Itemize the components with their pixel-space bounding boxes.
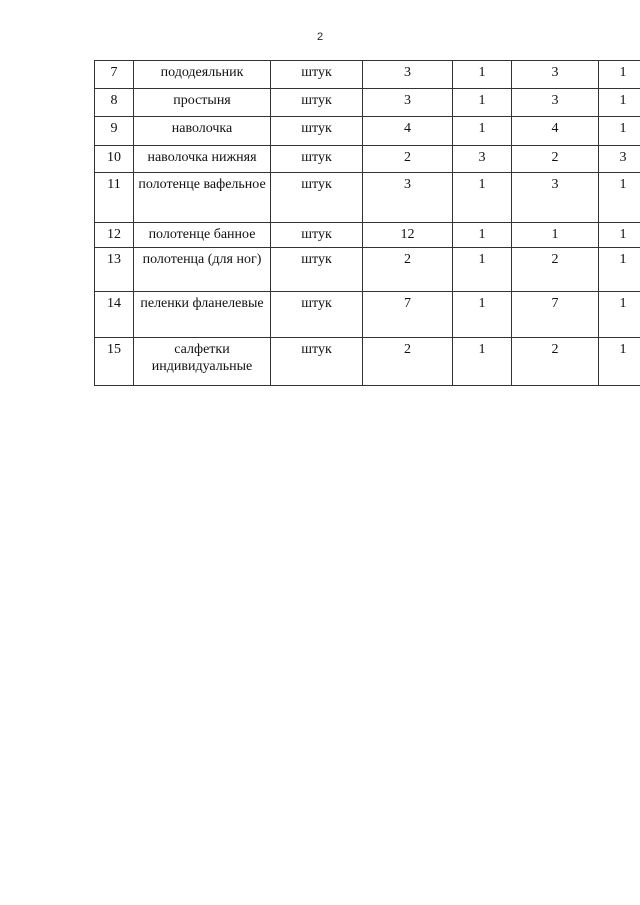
quantity-cell: 1 <box>453 248 512 292</box>
quantity-cell: 1 <box>512 223 599 248</box>
item-name: салфетки индивидуальные <box>134 338 271 386</box>
quantity-cell: 1 <box>599 338 640 386</box>
quantity-cell: 1 <box>453 338 512 386</box>
row-number: 14 <box>95 292 134 338</box>
item-unit: штук <box>271 292 363 338</box>
quantity-cell: 2 <box>363 146 453 173</box>
quantity-cell: 2 <box>363 248 453 292</box>
table-row <box>95 117 640 146</box>
quantity-cell: 1 <box>599 61 640 89</box>
quantity-cell: 1 <box>453 117 512 146</box>
quantity-cell: 1 <box>453 223 512 248</box>
quantity-cell: 3 <box>512 61 599 89</box>
item-unit: штук <box>271 61 363 89</box>
table-row <box>95 338 640 386</box>
table-row <box>95 248 640 292</box>
row-number: 7 <box>95 61 134 89</box>
table-row <box>95 89 640 117</box>
quantity-cell: 7 <box>363 292 453 338</box>
item-name: пододеяльник <box>134 61 271 89</box>
row-number: 15 <box>95 338 134 386</box>
page-number: 2 <box>316 31 324 43</box>
table-row <box>95 146 640 173</box>
row-number: 11 <box>95 173 134 223</box>
item-unit: штук <box>271 89 363 117</box>
table-row <box>95 173 640 223</box>
quantity-cell: 2 <box>512 338 599 386</box>
quantity-cell: 2 <box>363 338 453 386</box>
quantity-cell: 2 <box>512 248 599 292</box>
item-unit: штук <box>271 338 363 386</box>
quantity-cell: 1 <box>599 223 640 248</box>
table-row <box>95 292 640 338</box>
item-unit: штук <box>271 146 363 173</box>
item-unit: штук <box>271 173 363 223</box>
item-unit: штук <box>271 248 363 292</box>
item-unit: штук <box>271 223 363 248</box>
quantity-cell: 3 <box>453 146 512 173</box>
quantity-cell: 4 <box>512 117 599 146</box>
quantity-cell: 12 <box>363 223 453 248</box>
quantity-cell: 3 <box>512 173 599 223</box>
quantity-cell: 3 <box>363 173 453 223</box>
quantity-cell: 2 <box>512 146 599 173</box>
quantity-cell: 3 <box>512 89 599 117</box>
quantity-cell: 3 <box>363 61 453 89</box>
quantity-cell: 1 <box>599 117 640 146</box>
table-row <box>95 223 640 248</box>
row-number: 10 <box>95 146 134 173</box>
quantity-cell: 3 <box>599 146 640 173</box>
quantity-cell: 1 <box>599 248 640 292</box>
quantity-cell: 1 <box>453 89 512 117</box>
quantity-cell: 1 <box>453 173 512 223</box>
item-name: полотенце вафельное <box>134 173 271 223</box>
quantity-cell: 1 <box>453 61 512 89</box>
quantity-cell: 1 <box>599 292 640 338</box>
quantity-cell: 7 <box>512 292 599 338</box>
item-unit: штук <box>271 117 363 146</box>
row-number: 8 <box>95 89 134 117</box>
row-number: 9 <box>95 117 134 146</box>
item-name: пеленки фланелевые <box>134 292 271 338</box>
quantity-cell: 3 <box>363 89 453 117</box>
item-name: простыня <box>134 89 271 117</box>
item-name: полотенца (для ног) <box>134 248 271 292</box>
item-name: наволочка <box>134 117 271 146</box>
quantity-cell: 1 <box>599 173 640 223</box>
row-number: 12 <box>95 223 134 248</box>
quantity-cell: 1 <box>599 89 640 117</box>
quantity-cell: 4 <box>363 117 453 146</box>
quantity-cell: 1 <box>453 292 512 338</box>
row-number: 13 <box>95 248 134 292</box>
item-name: наволочка нижняя <box>134 146 271 173</box>
table-row <box>95 61 640 89</box>
items-table <box>94 60 640 386</box>
item-name: полотенце банное <box>134 223 271 248</box>
